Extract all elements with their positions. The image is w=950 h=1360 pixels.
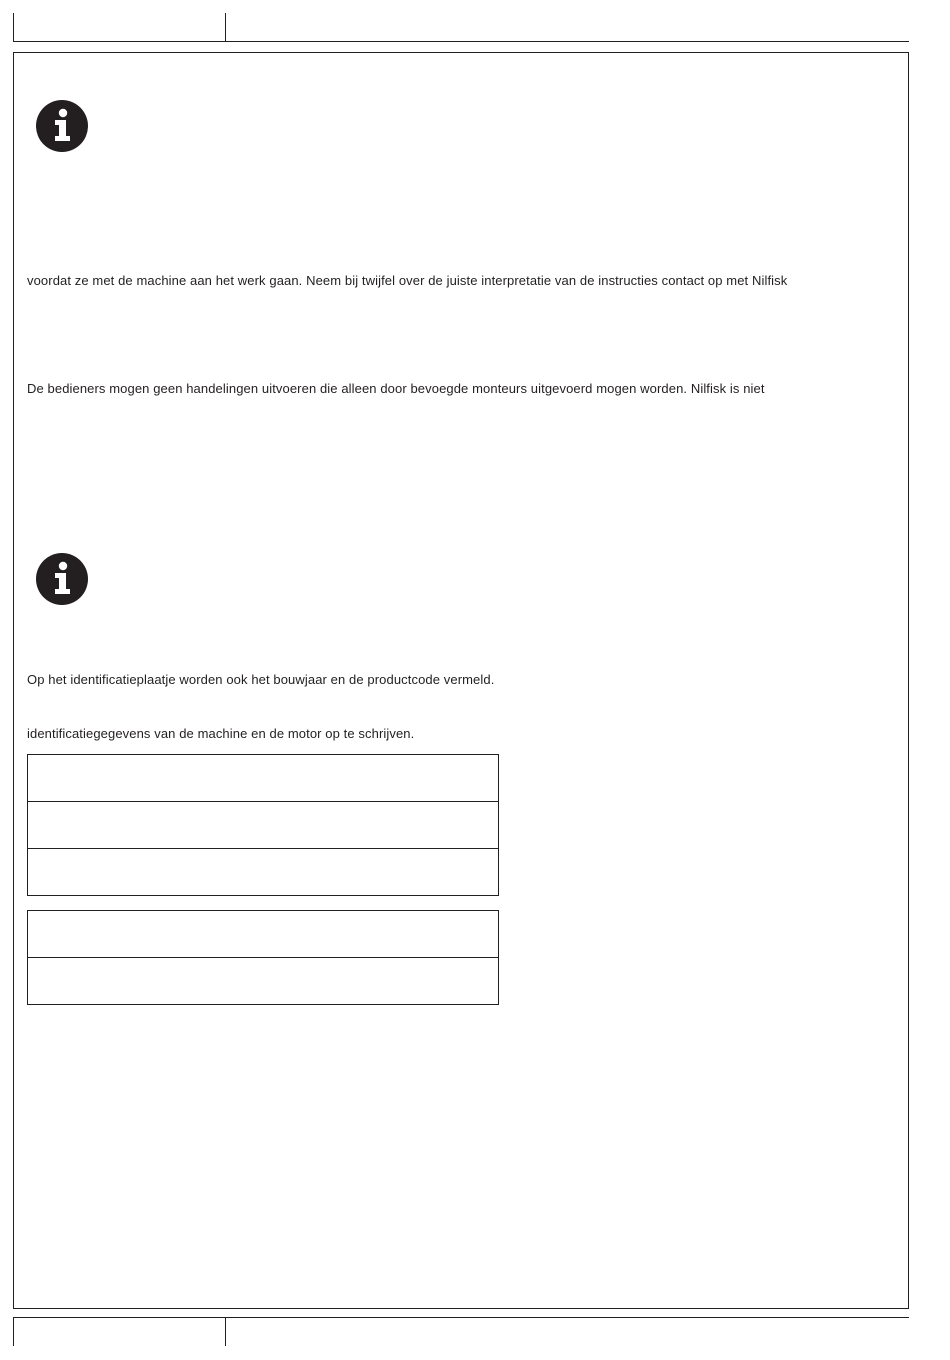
table-row[interactable] — [28, 755, 498, 802]
motor-identification-table — [27, 910, 499, 1005]
table-row[interactable] — [28, 802, 498, 849]
footer-left-tick — [13, 1317, 14, 1346]
paragraph-line: voordat ze met de machine aan het werk gaan. Neem bij twijfel over de juiste interpretatie van de instructies contact op met Nilfisk — [27, 273, 788, 288]
table-row[interactable] — [28, 958, 498, 1004]
machine-identification-table — [27, 754, 499, 896]
paragraph-line: Op het identificatieplaatje worden ook het bouwjaar en de productcode vermeld. — [27, 672, 495, 687]
info-icon — [36, 553, 88, 605]
header-rule — [13, 41, 909, 42]
paragraph-line: De bedieners mogen geen handelingen uitvoeren die alleen door bevoegde monteurs uitgevoerd mogen worden. Nilfisk is niet — [27, 381, 765, 396]
table-row[interactable] — [28, 849, 498, 895]
header-left-tick — [13, 13, 14, 41]
header-divider — [225, 13, 226, 41]
table-row[interactable] — [28, 911, 498, 958]
paragraph-line: identificatiegegevens van de machine en de motor op te schrijven. — [27, 726, 415, 741]
footer-divider — [225, 1317, 226, 1346]
info-icon — [36, 100, 88, 152]
footer-rule — [13, 1317, 909, 1318]
